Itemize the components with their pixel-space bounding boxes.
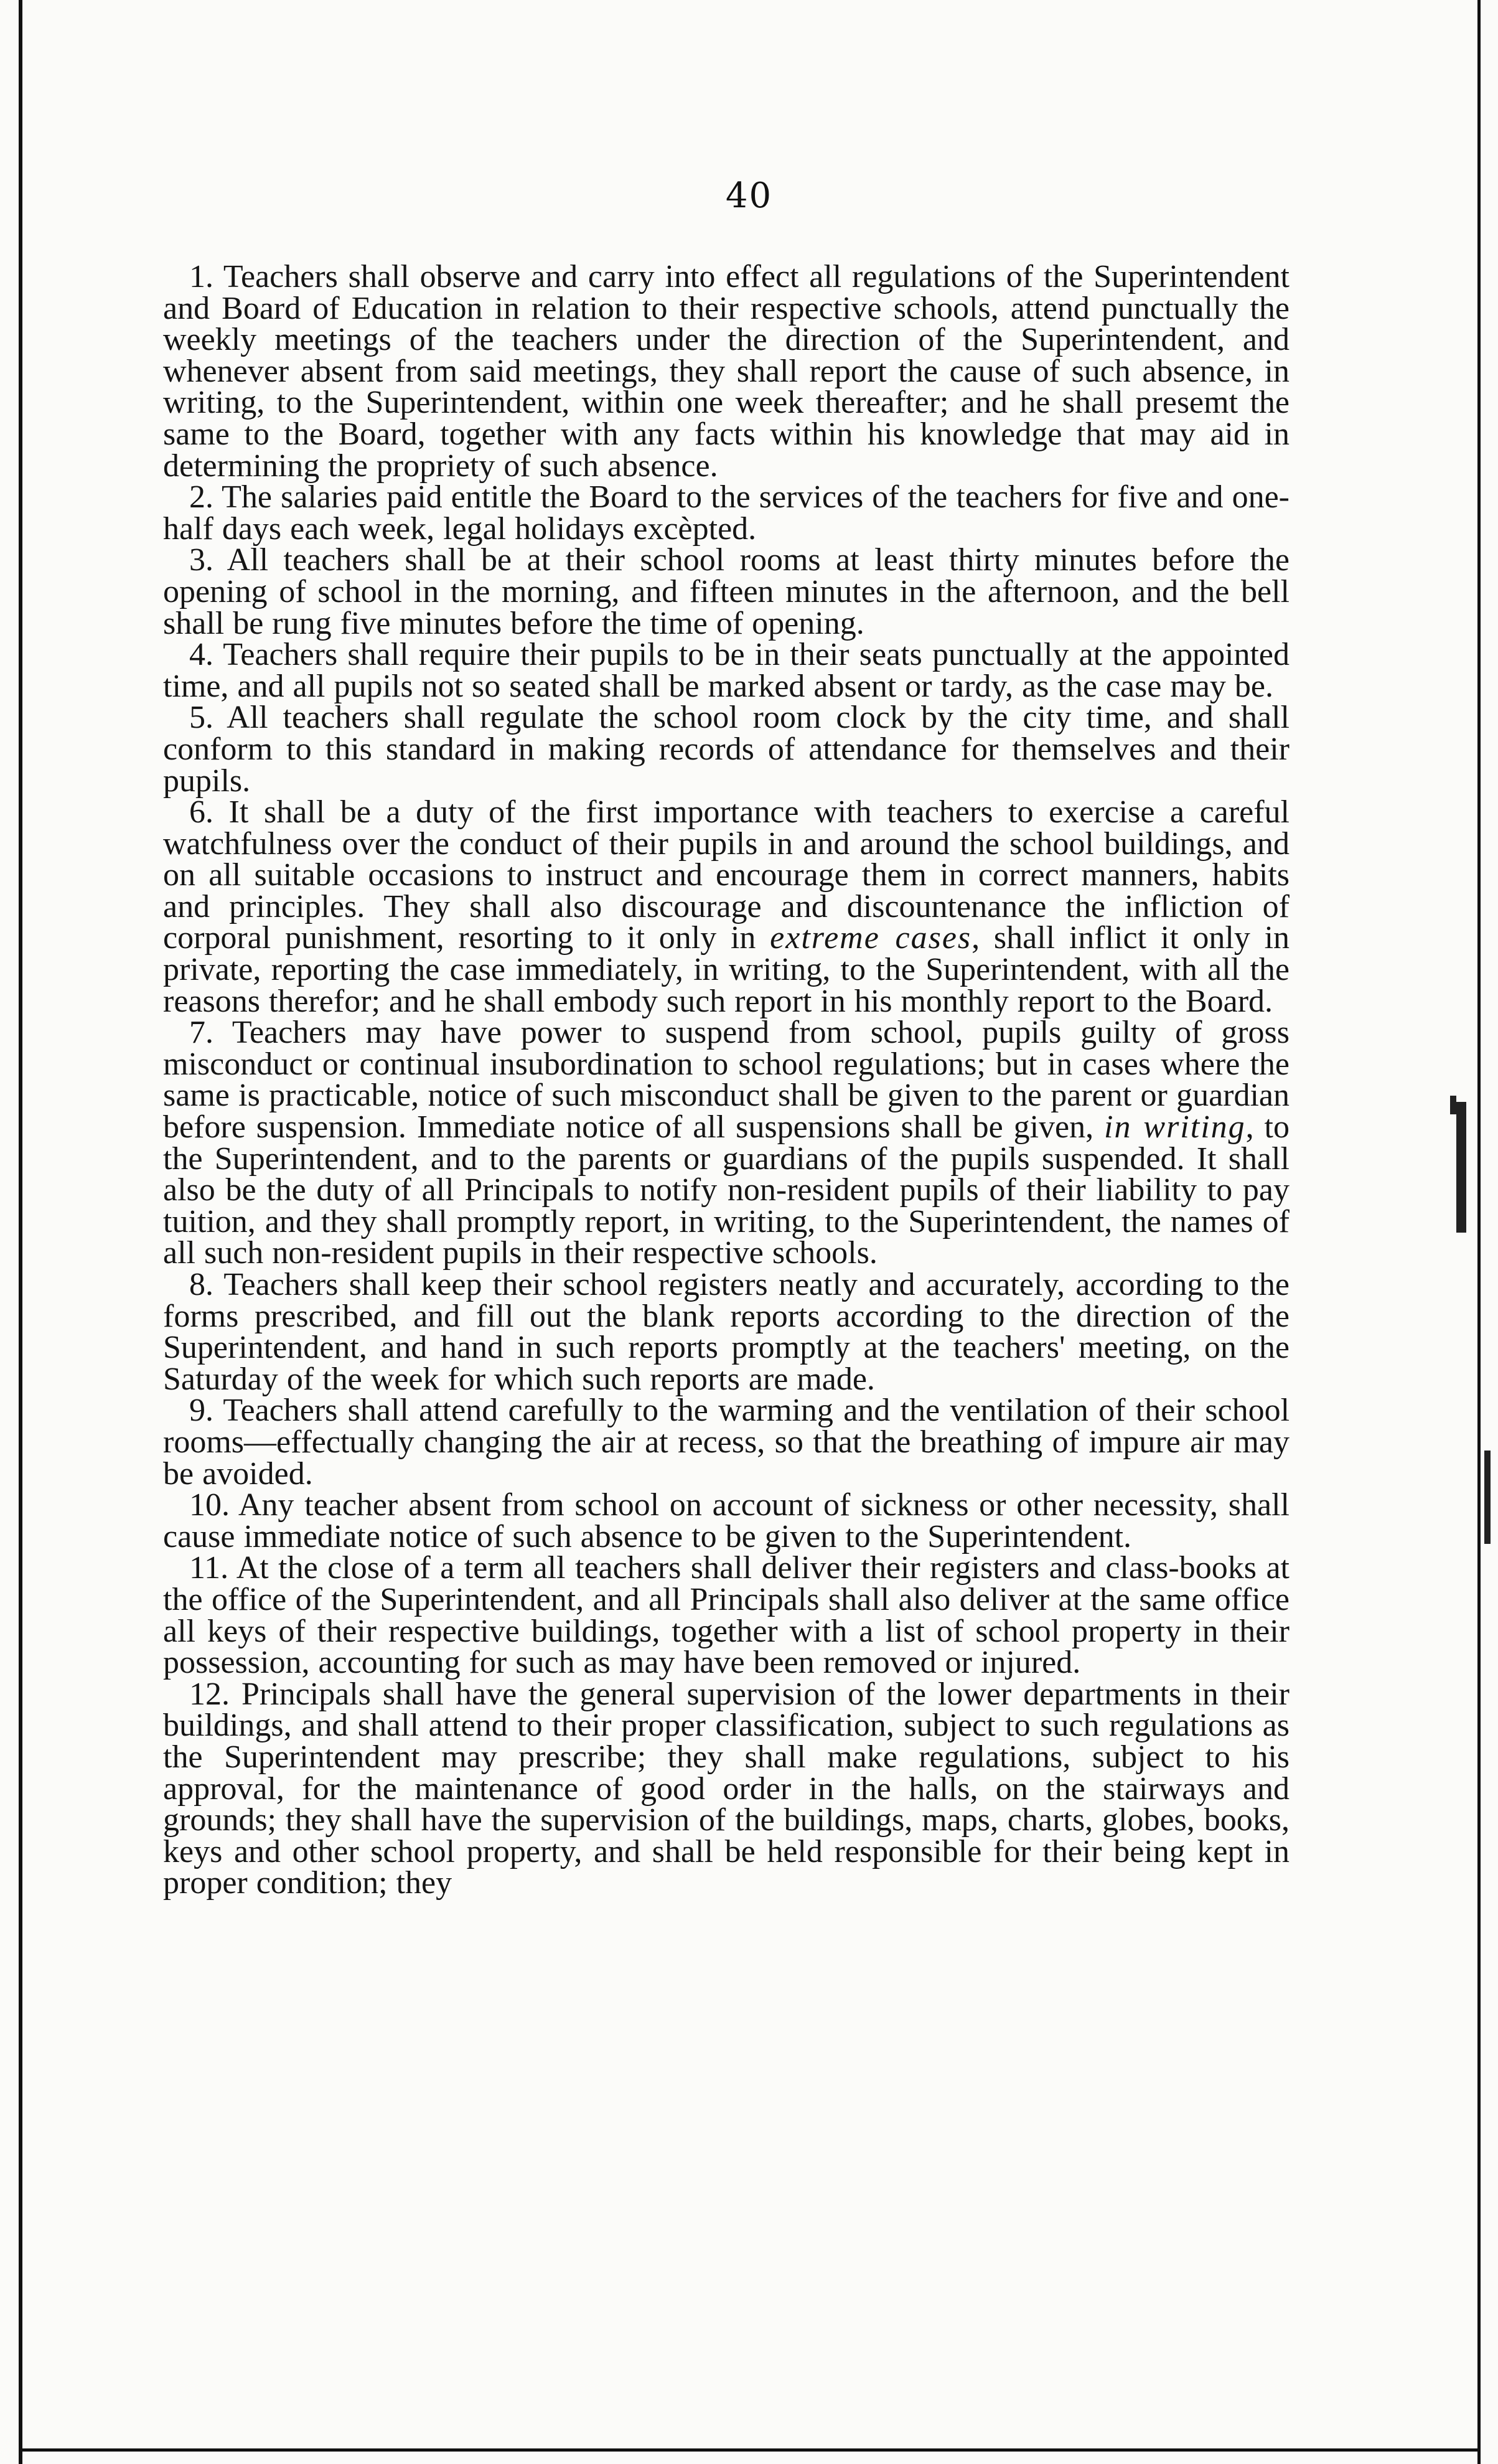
- paragraph-number: 7.: [189, 1015, 213, 1051]
- paragraph-text: , shall inflict it only in private, reporting the case immediately, in writing, to the Superintendent, with all the reasons therefor; and he shall embody such report in his monthly report to the Board.: [163, 920, 1290, 1019]
- scan-edge-mark: [1484, 1451, 1491, 1544]
- paragraph-9: [163, 1395, 1290, 1490]
- paragraph-text: Teachers may have power to suspend from school, pupils guilty of gross misconduct or continual insubordination to school regulations; but in cases where the same is practicable, notice of such misconduct shall be given to the parent or guardian before suspension. Immediate notice of all suspensions shall be given,: [163, 1015, 1290, 1145]
- paragraph-text: , to the Superintendent, and to the parents or guardians of the pupils suspended. It shall also be the duty of all Principals to notify non-resident pupils of their liability to pay tuition, and they shall promptly report, in writing, to the Superintendent, the names of all such non-resident pupils in their respective schools.: [163, 1109, 1290, 1271]
- paragraph-text: Teachers shall keep their school registers neatly and accurately, according to the forms prescribed, and fill out the blank reports according to the direction of the Superintendent, and hand in such reports promptly at the teachers' meeting, on the Saturday of the week for which such reports are made.: [163, 1267, 1290, 1397]
- paragraph-text: All teachers shall be at their school rooms at least thirty minutes before the opening of school in the morning, and fifteen minutes in the afternoon, and the bell shall be rung five minutes before the time of opening.: [163, 542, 1290, 641]
- paragraph-7: [163, 1017, 1290, 1269]
- paragraph-number: 9.: [189, 1393, 213, 1429]
- scan-edge-mark: [1450, 1096, 1456, 1114]
- paragraph-number: 5.: [189, 700, 213, 736]
- scan-edge-left: [19, 0, 22, 2464]
- page-number: 40: [725, 176, 773, 216]
- paragraph-number: 8.: [189, 1267, 213, 1302]
- paragraph-text: At the close of a term all teachers shall deliver their registers and class-books at the office of the Superintendent, and all Principals shall also deliver at the same office all keys of their respective buildings, together with a list of school property in their possession, accounting for such as may have been removed or injured.: [163, 1550, 1290, 1681]
- paragraph-text: Teachers shall observe and carry into effect all regulations of the Superintendent and Board of Education in relation to their respective schools, attend punctually the weekly meetings of the teachers under the direction of the Superintendent, and whenever absent from said meetings, they shall report the cause of such absence, in writing, to the Superintendent, within one week thereafter; and he shall presemt the same to the Board, together with any facts within his knowledge that may aid in determining the propriety of such absence.: [163, 259, 1290, 484]
- paragraph-text: Any teacher absent from school on account of sickness or other necessity, shall cause immediate notice of such absence to be given to the Superintendent.: [163, 1487, 1290, 1554]
- paragraph-number: 6.: [189, 794, 213, 830]
- scan-edge-bottom: [19, 2448, 1481, 2452]
- scan-edge-right: [1477, 0, 1481, 2464]
- paragraph-5: [163, 702, 1290, 797]
- paragraph-number: 4.: [189, 637, 213, 673]
- emphasized-text: in writing: [1104, 1109, 1246, 1145]
- paragraph-4: [163, 639, 1290, 702]
- paragraph-8: [163, 1269, 1290, 1395]
- paragraph-11: [163, 1550, 1290, 1681]
- paragraph-text: All teachers shall regulate the school room clock by the city time, and shall conform to this standard in making records of attendance for themselves and their pupils.: [163, 700, 1290, 799]
- paragraph-text: Principals shall have the general supervision of the lower departments in their buildings, and shall attend to their proper classification, subject to such regulations as the Superintendent may prescribe; they shall make regulations, subject to his approval, for the maintenance of good order in the halls, on the stairways and grounds; they shall have the supervision of the buildings, maps, charts, globes, books, keys and other school property, and shall be held responsible for their being kept in proper condition; they: [163, 1676, 1290, 1901]
- paragraph-number: 1.: [189, 259, 213, 294]
- paragraph-number: 12.: [189, 1676, 230, 1712]
- paragraph-10: [163, 1487, 1290, 1554]
- paragraph-6: [163, 794, 1290, 1019]
- paragraph-1: [163, 261, 1290, 482]
- paragraph-number: 11.: [189, 1550, 229, 1586]
- scan-edge-mark: [1456, 1102, 1466, 1233]
- paragraph-2: [163, 479, 1290, 547]
- paragraph-text: The salaries paid entitle the Board to the services of the teachers for five and one-half days each week, legal holidays excèpted.: [163, 479, 1290, 547]
- paragraph-number: 10.: [189, 1487, 230, 1523]
- paragraph-text: Teachers shall attend carefully to the warming and the ventilation of their school rooms—effectually changing the air at recess, so that the breathing of impure air may be avoided.: [163, 1393, 1290, 1492]
- rules-text: [163, 261, 1290, 1899]
- paragraph-text: It shall be a duty of the first importance with teachers to exercise a careful watchfulness over the conduct of their pupils in and around the school buildings, and on all suitable occasions to instruct and encourage them in correct manners, habits and principles. They shall also discourage and discountenance the infliction of corporal punishment, resorting to it only in: [163, 794, 1290, 956]
- paragraph-number: 2.: [189, 479, 213, 515]
- paragraph-12: [163, 1676, 1290, 1901]
- emphasized-text: extreme cases: [770, 920, 972, 956]
- paragraph-text: Teachers shall require their pupils to be in their seats punctually at the appointed time, and all pupils not so seated shall be marked absent or tardy, as the case may be.: [163, 637, 1290, 704]
- paragraph-number: 3.: [189, 542, 213, 578]
- paragraph-3: [163, 542, 1290, 641]
